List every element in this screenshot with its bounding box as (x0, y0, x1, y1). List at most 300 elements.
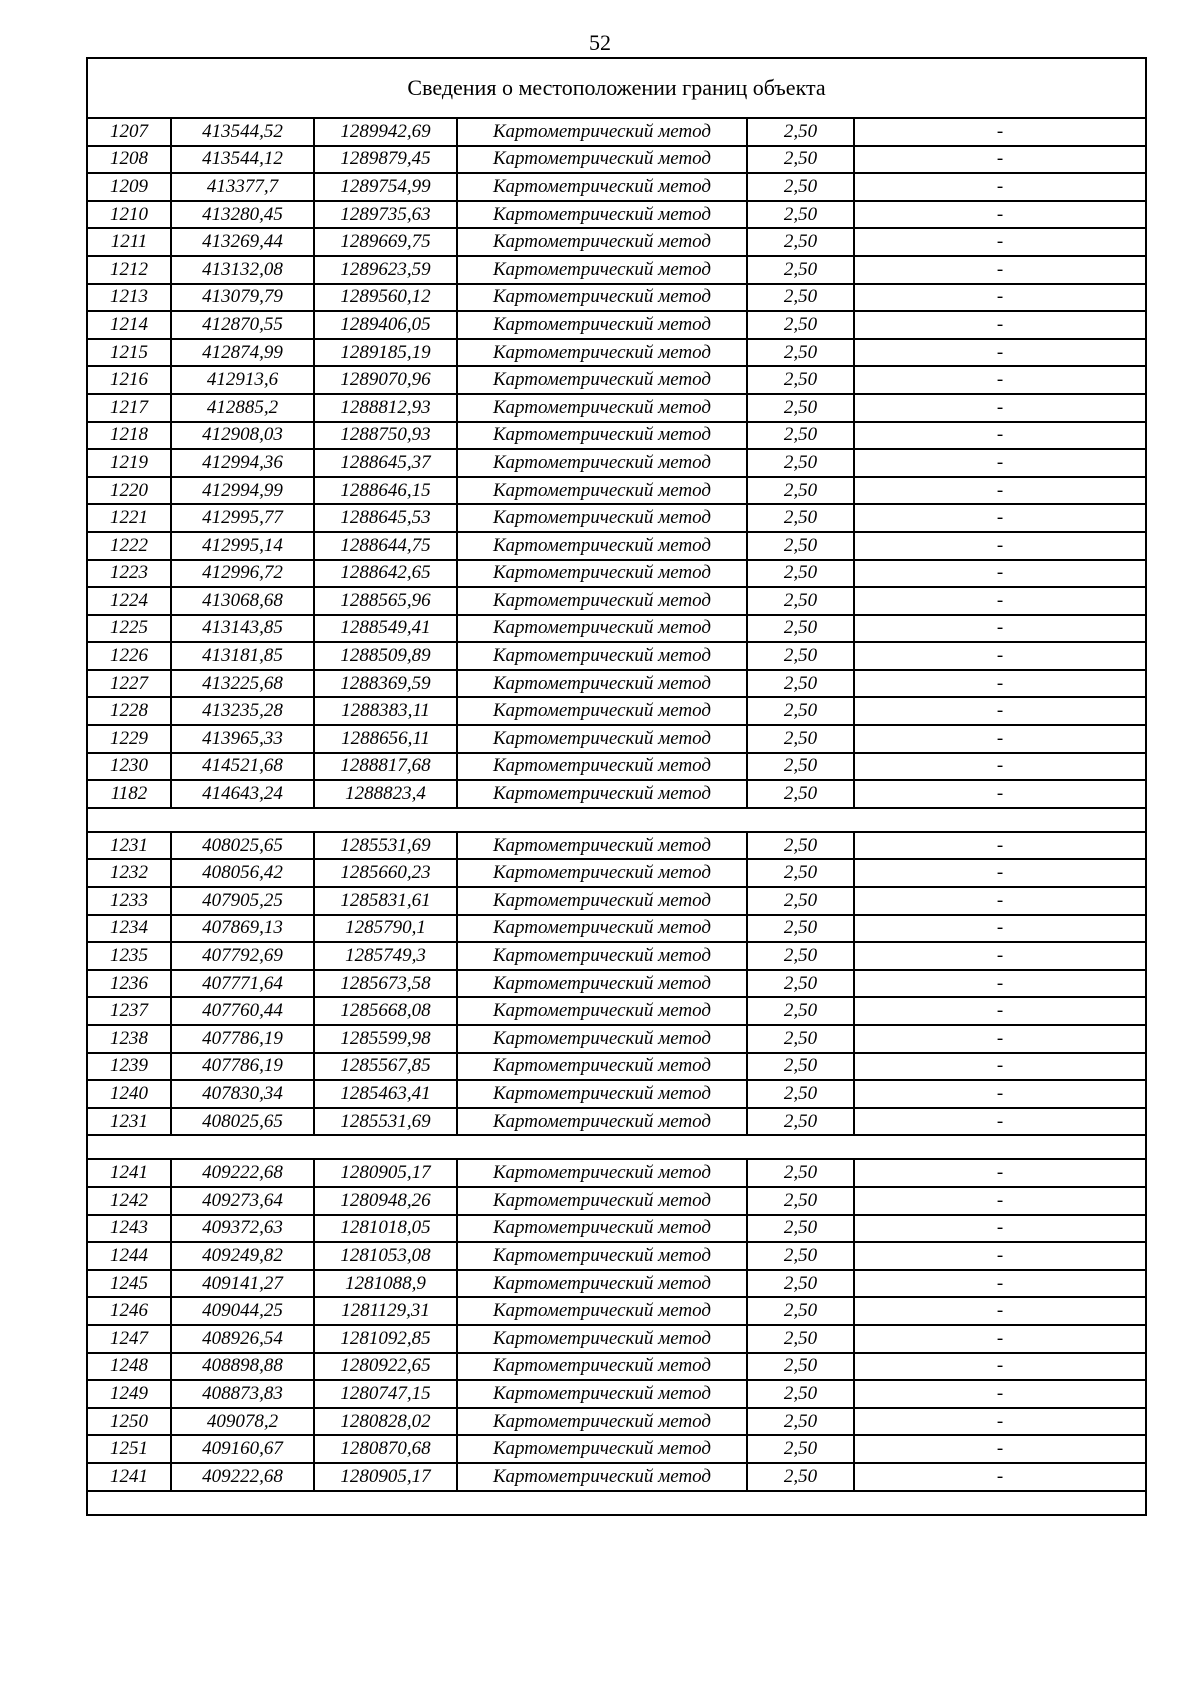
table-row (87, 1270, 1146, 1298)
x-coordinate-cell: 407792,69 (171, 942, 314, 970)
method-cell: Картометрический метод (457, 587, 747, 615)
page-number: 52 (589, 30, 611, 55)
x-coordinate-cell: 407760,44 (171, 997, 314, 1025)
description-cell: - (854, 1159, 1146, 1187)
y-coordinate-cell: 1280747,15 (314, 1380, 457, 1408)
accuracy-cell: 2,50 (747, 1053, 854, 1081)
y-coordinate-cell: 1281053,08 (314, 1242, 457, 1270)
method-cell: Картометрический метод (457, 859, 747, 887)
point-number-cell: 1251 (87, 1435, 171, 1463)
point-number-cell: 1217 (87, 394, 171, 422)
table-row (87, 780, 1146, 808)
table-title: Сведения о местоположении границ объекта (87, 58, 1146, 118)
accuracy-cell: 2,50 (747, 942, 854, 970)
table-row (87, 1215, 1146, 1243)
x-coordinate-cell: 407771,64 (171, 970, 314, 998)
table-row (87, 1297, 1146, 1325)
table-row (87, 832, 1146, 860)
description-cell: - (854, 339, 1146, 367)
table-row (87, 284, 1146, 312)
method-cell: Картометрический метод (457, 832, 747, 860)
method-cell: Картометрический метод (457, 201, 747, 229)
description-cell: - (854, 753, 1146, 781)
y-coordinate-cell: 1289669,75 (314, 228, 457, 256)
point-number-cell: 1229 (87, 725, 171, 753)
description-cell: - (854, 118, 1146, 146)
x-coordinate-cell: 413132,08 (171, 256, 314, 284)
table-row (87, 942, 1146, 970)
x-coordinate-cell: 414643,24 (171, 780, 314, 808)
group-separator-row (87, 808, 1146, 832)
table-row (87, 201, 1146, 229)
method-cell: Картометрический метод (457, 1159, 747, 1187)
accuracy-cell: 2,50 (747, 615, 854, 643)
description-cell: - (854, 256, 1146, 284)
table-row (87, 1025, 1146, 1053)
point-number-cell: 1226 (87, 642, 171, 670)
y-coordinate-cell: 1289185,19 (314, 339, 457, 367)
y-coordinate-cell: 1281018,05 (314, 1215, 457, 1243)
description-cell: - (854, 887, 1146, 915)
accuracy-cell: 2,50 (747, 832, 854, 860)
description-cell: - (854, 228, 1146, 256)
x-coordinate-cell: 407869,13 (171, 915, 314, 943)
table-body (87, 58, 1146, 1515)
description-cell: - (854, 560, 1146, 588)
point-number-cell: 1211 (87, 228, 171, 256)
point-number-cell: 1215 (87, 339, 171, 367)
point-number-cell: 1213 (87, 284, 171, 312)
x-coordinate-cell: 413143,85 (171, 615, 314, 643)
method-cell: Картометрический метод (457, 887, 747, 915)
method-cell: Картометрический метод (457, 532, 747, 560)
point-number-cell: 1232 (87, 859, 171, 887)
table-row (87, 228, 1146, 256)
accuracy-cell: 2,50 (747, 642, 854, 670)
description-cell: - (854, 942, 1146, 970)
y-coordinate-cell: 1285567,85 (314, 1053, 457, 1081)
y-coordinate-cell: 1288369,59 (314, 670, 457, 698)
method-cell: Картометрический метод (457, 1325, 747, 1353)
method-cell: Картометрический метод (457, 1380, 747, 1408)
description-cell: - (854, 1187, 1146, 1215)
empty-cell (87, 1135, 1146, 1159)
x-coordinate-cell: 412913,6 (171, 366, 314, 394)
table-row (87, 532, 1146, 560)
x-coordinate-cell: 407830,34 (171, 1080, 314, 1108)
accuracy-cell: 2,50 (747, 1159, 854, 1187)
x-coordinate-cell: 412908,03 (171, 422, 314, 450)
accuracy-cell: 2,50 (747, 915, 854, 943)
table-row (87, 1463, 1146, 1491)
accuracy-cell: 2,50 (747, 1380, 854, 1408)
y-coordinate-cell: 1288812,93 (314, 394, 457, 422)
point-number-cell: 1216 (87, 366, 171, 394)
x-coordinate-cell: 412996,72 (171, 560, 314, 588)
point-number-cell: 1247 (87, 1325, 171, 1353)
point-number-cell: 1245 (87, 1270, 171, 1298)
x-coordinate-cell: 413269,44 (171, 228, 314, 256)
table-row (87, 173, 1146, 201)
description-cell: - (854, 587, 1146, 615)
method-cell: Картометрический метод (457, 394, 747, 422)
group-separator-row (87, 1135, 1146, 1159)
method-cell: Картометрический метод (457, 284, 747, 312)
description-cell: - (854, 504, 1146, 532)
y-coordinate-cell: 1280870,68 (314, 1435, 457, 1463)
description-cell: - (854, 477, 1146, 505)
y-coordinate-cell: 1280922,65 (314, 1353, 457, 1381)
description-cell: - (854, 1408, 1146, 1436)
y-coordinate-cell: 1285531,69 (314, 832, 457, 860)
point-number-cell: 1248 (87, 1353, 171, 1381)
y-coordinate-cell: 1281088,9 (314, 1270, 457, 1298)
x-coordinate-cell: 412874,99 (171, 339, 314, 367)
method-cell: Картометрический метод (457, 780, 747, 808)
description-cell: - (854, 1435, 1146, 1463)
x-coordinate-cell: 412995,77 (171, 504, 314, 532)
y-coordinate-cell: 1288823,4 (314, 780, 457, 808)
point-number-cell: 1250 (87, 1408, 171, 1436)
table-row (87, 477, 1146, 505)
x-coordinate-cell: 409222,68 (171, 1159, 314, 1187)
x-coordinate-cell: 409044,25 (171, 1297, 314, 1325)
y-coordinate-cell: 1288565,96 (314, 587, 457, 615)
y-coordinate-cell: 1280828,02 (314, 1408, 457, 1436)
table-row (87, 504, 1146, 532)
accuracy-cell: 2,50 (747, 339, 854, 367)
table-row (87, 1380, 1146, 1408)
y-coordinate-cell: 1288644,75 (314, 532, 457, 560)
method-cell: Картометрический метод (457, 1270, 747, 1298)
accuracy-cell: 2,50 (747, 1353, 854, 1381)
accuracy-cell: 2,50 (747, 1435, 854, 1463)
description-cell: - (854, 532, 1146, 560)
y-coordinate-cell: 1288645,53 (314, 504, 457, 532)
description-cell: - (854, 1053, 1146, 1081)
y-coordinate-cell: 1280905,17 (314, 1463, 457, 1491)
x-coordinate-cell: 408926,54 (171, 1325, 314, 1353)
accuracy-cell: 2,50 (747, 697, 854, 725)
point-number-cell: 1225 (87, 615, 171, 643)
x-coordinate-cell: 407905,25 (171, 887, 314, 915)
y-coordinate-cell: 1281129,31 (314, 1297, 457, 1325)
method-cell: Картометрический метод (457, 1025, 747, 1053)
description-cell: - (854, 173, 1146, 201)
table-row (87, 560, 1146, 588)
x-coordinate-cell: 409160,67 (171, 1435, 314, 1463)
accuracy-cell: 2,50 (747, 1408, 854, 1436)
x-coordinate-cell: 408898,88 (171, 1353, 314, 1381)
method-cell: Картометрический метод (457, 1463, 747, 1491)
accuracy-cell: 2,50 (747, 532, 854, 560)
point-number-cell: 1221 (87, 504, 171, 532)
y-coordinate-cell: 1288383,11 (314, 697, 457, 725)
x-coordinate-cell: 413377,7 (171, 173, 314, 201)
y-coordinate-cell: 1285790,1 (314, 915, 457, 943)
accuracy-cell: 2,50 (747, 887, 854, 915)
x-coordinate-cell: 408056,42 (171, 859, 314, 887)
table-row (87, 1080, 1146, 1108)
table-row (87, 1108, 1146, 1136)
method-cell: Картометрический метод (457, 146, 747, 174)
y-coordinate-cell: 1288656,11 (314, 725, 457, 753)
method-cell: Картометрический метод (457, 1408, 747, 1436)
x-coordinate-cell: 413544,12 (171, 146, 314, 174)
description-cell: - (854, 1325, 1146, 1353)
method-cell: Картометрический метод (457, 228, 747, 256)
description-cell: - (854, 366, 1146, 394)
table-row (87, 1159, 1146, 1187)
point-number-cell: 1209 (87, 173, 171, 201)
x-coordinate-cell: 413225,68 (171, 670, 314, 698)
accuracy-cell: 2,50 (747, 725, 854, 753)
x-coordinate-cell: 408873,83 (171, 1380, 314, 1408)
description-cell: - (854, 1297, 1146, 1325)
x-coordinate-cell: 413544,52 (171, 118, 314, 146)
x-coordinate-cell: 412885,2 (171, 394, 314, 422)
accuracy-cell: 2,50 (747, 587, 854, 615)
description-cell: - (854, 1080, 1146, 1108)
point-number-cell: 1208 (87, 146, 171, 174)
x-coordinate-cell: 409372,63 (171, 1215, 314, 1243)
point-number-cell: 1244 (87, 1242, 171, 1270)
accuracy-cell: 2,50 (747, 780, 854, 808)
y-coordinate-cell: 1288549,41 (314, 615, 457, 643)
table-row (87, 256, 1146, 284)
y-coordinate-cell: 1289560,12 (314, 284, 457, 312)
empty-cell (87, 808, 1146, 832)
point-number-cell: 1222 (87, 532, 171, 560)
accuracy-cell: 2,50 (747, 477, 854, 505)
description-cell: - (854, 422, 1146, 450)
x-coordinate-cell: 408025,65 (171, 832, 314, 860)
y-coordinate-cell: 1288509,89 (314, 642, 457, 670)
point-number-cell: 1249 (87, 1380, 171, 1408)
accuracy-cell: 2,50 (747, 859, 854, 887)
y-coordinate-cell: 1285673,58 (314, 970, 457, 998)
description-cell: - (854, 394, 1146, 422)
accuracy-cell: 2,50 (747, 366, 854, 394)
method-cell: Картометрический метод (457, 1108, 747, 1136)
table-row (87, 394, 1146, 422)
table-row (87, 1353, 1146, 1381)
point-number-cell: 1238 (87, 1025, 171, 1053)
accuracy-cell: 2,50 (747, 118, 854, 146)
description-cell: - (854, 1353, 1146, 1381)
table-row (87, 587, 1146, 615)
table-row (87, 753, 1146, 781)
table-title-row (87, 58, 1146, 118)
x-coordinate-cell: 409141,27 (171, 1270, 314, 1298)
method-cell: Картометрический метод (457, 1435, 747, 1463)
method-cell: Картометрический метод (457, 366, 747, 394)
point-number-cell: 1239 (87, 1053, 171, 1081)
description-cell: - (854, 780, 1146, 808)
table-row (87, 311, 1146, 339)
point-number-cell: 1234 (87, 915, 171, 943)
x-coordinate-cell: 413280,45 (171, 201, 314, 229)
y-coordinate-cell: 1285749,3 (314, 942, 457, 970)
description-cell: - (854, 970, 1146, 998)
y-coordinate-cell: 1289879,45 (314, 146, 457, 174)
point-number-cell: 1246 (87, 1297, 171, 1325)
table-row (87, 118, 1146, 146)
x-coordinate-cell: 414521,68 (171, 753, 314, 781)
table-row (87, 887, 1146, 915)
y-coordinate-cell: 1289735,63 (314, 201, 457, 229)
point-number-cell: 1223 (87, 560, 171, 588)
table-row (87, 970, 1146, 998)
accuracy-cell: 2,50 (747, 560, 854, 588)
x-coordinate-cell: 412870,55 (171, 311, 314, 339)
table-row (87, 366, 1146, 394)
description-cell: - (854, 615, 1146, 643)
x-coordinate-cell: 412994,99 (171, 477, 314, 505)
y-coordinate-cell: 1289754,99 (314, 173, 457, 201)
table-row (87, 1435, 1146, 1463)
y-coordinate-cell: 1281092,85 (314, 1325, 457, 1353)
accuracy-cell: 2,50 (747, 753, 854, 781)
table-row (87, 1053, 1146, 1081)
method-cell: Картометрический метод (457, 422, 747, 450)
accuracy-cell: 2,50 (747, 1187, 854, 1215)
point-number-cell: 1219 (87, 449, 171, 477)
accuracy-cell: 2,50 (747, 173, 854, 201)
x-coordinate-cell: 408025,65 (171, 1108, 314, 1136)
table-row (87, 1408, 1146, 1436)
y-coordinate-cell: 1288646,15 (314, 477, 457, 505)
description-cell: - (854, 859, 1146, 887)
accuracy-cell: 2,50 (747, 970, 854, 998)
point-number-cell: 1220 (87, 477, 171, 505)
accuracy-cell: 2,50 (747, 997, 854, 1025)
description-cell: - (854, 697, 1146, 725)
point-number-cell: 1214 (87, 311, 171, 339)
accuracy-cell: 2,50 (747, 1297, 854, 1325)
point-number-cell: 1224 (87, 587, 171, 615)
description-cell: - (854, 311, 1146, 339)
table-row (87, 422, 1146, 450)
accuracy-cell: 2,50 (747, 422, 854, 450)
y-coordinate-cell: 1288817,68 (314, 753, 457, 781)
method-cell: Картометрический метод (457, 311, 747, 339)
description-cell: - (854, 832, 1146, 860)
table-row (87, 449, 1146, 477)
description-cell: - (854, 670, 1146, 698)
empty-cell (87, 1491, 1146, 1515)
accuracy-cell: 2,50 (747, 1325, 854, 1353)
method-cell: Картометрический метод (457, 970, 747, 998)
x-coordinate-cell: 409249,82 (171, 1242, 314, 1270)
point-number-cell: 1212 (87, 256, 171, 284)
accuracy-cell: 2,50 (747, 201, 854, 229)
x-coordinate-cell: 413079,79 (171, 284, 314, 312)
method-cell: Картометрический метод (457, 118, 747, 146)
table-row (87, 859, 1146, 887)
table-end-row (87, 1491, 1146, 1515)
description-cell: - (854, 1025, 1146, 1053)
y-coordinate-cell: 1288750,93 (314, 422, 457, 450)
point-number-cell: 1228 (87, 697, 171, 725)
y-coordinate-cell: 1289623,59 (314, 256, 457, 284)
table-row (87, 146, 1146, 174)
y-coordinate-cell: 1285599,98 (314, 1025, 457, 1053)
method-cell: Картометрический метод (457, 256, 747, 284)
method-cell: Картометрический метод (457, 942, 747, 970)
table-row (87, 725, 1146, 753)
method-cell: Картометрический метод (457, 1187, 747, 1215)
description-cell: - (854, 1108, 1146, 1136)
x-coordinate-cell: 413965,33 (171, 725, 314, 753)
point-number-cell: 1207 (87, 118, 171, 146)
method-cell: Картометрический метод (457, 173, 747, 201)
accuracy-cell: 2,50 (747, 1242, 854, 1270)
point-number-cell: 1227 (87, 670, 171, 698)
table-row (87, 915, 1146, 943)
x-coordinate-cell: 409273,64 (171, 1187, 314, 1215)
point-number-cell: 1236 (87, 970, 171, 998)
method-cell: Картометрический метод (457, 1297, 747, 1325)
y-coordinate-cell: 1280948,26 (314, 1187, 457, 1215)
y-coordinate-cell: 1288645,37 (314, 449, 457, 477)
point-number-cell: 1241 (87, 1463, 171, 1491)
method-cell: Картометрический метод (457, 670, 747, 698)
x-coordinate-cell: 413235,28 (171, 697, 314, 725)
y-coordinate-cell: 1288642,65 (314, 560, 457, 588)
method-cell: Картометрический метод (457, 1215, 747, 1243)
method-cell: Картометрический метод (457, 1053, 747, 1081)
y-coordinate-cell: 1285668,08 (314, 997, 457, 1025)
description-cell: - (854, 449, 1146, 477)
x-coordinate-cell: 412995,14 (171, 532, 314, 560)
method-cell: Картометрический метод (457, 642, 747, 670)
point-number-cell: 1231 (87, 1108, 171, 1136)
accuracy-cell: 2,50 (747, 1270, 854, 1298)
accuracy-cell: 2,50 (747, 311, 854, 339)
method-cell: Картометрический метод (457, 915, 747, 943)
point-number-cell: 1231 (87, 832, 171, 860)
table-row (87, 697, 1146, 725)
y-coordinate-cell: 1289406,05 (314, 311, 457, 339)
method-cell: Картометрический метод (457, 1080, 747, 1108)
table-row (87, 997, 1146, 1025)
point-number-cell: 1230 (87, 753, 171, 781)
description-cell: - (854, 1463, 1146, 1491)
method-cell: Картометрический метод (457, 339, 747, 367)
description-cell: - (854, 725, 1146, 753)
point-number-cell: 1233 (87, 887, 171, 915)
description-cell: - (854, 1270, 1146, 1298)
point-number-cell: 1242 (87, 1187, 171, 1215)
accuracy-cell: 2,50 (747, 1463, 854, 1491)
point-number-cell: 1243 (87, 1215, 171, 1243)
accuracy-cell: 2,50 (747, 504, 854, 532)
description-cell: - (854, 146, 1146, 174)
x-coordinate-cell: 412994,36 (171, 449, 314, 477)
y-coordinate-cell: 1289070,96 (314, 366, 457, 394)
table-row (87, 1187, 1146, 1215)
method-cell: Картометрический метод (457, 477, 747, 505)
accuracy-cell: 2,50 (747, 394, 854, 422)
x-coordinate-cell: 407786,19 (171, 1053, 314, 1081)
description-cell: - (854, 1242, 1146, 1270)
method-cell: Картометрический метод (457, 753, 747, 781)
method-cell: Картометрический метод (457, 615, 747, 643)
y-coordinate-cell: 1289942,69 (314, 118, 457, 146)
method-cell: Картометрический метод (457, 504, 747, 532)
table-row (87, 670, 1146, 698)
